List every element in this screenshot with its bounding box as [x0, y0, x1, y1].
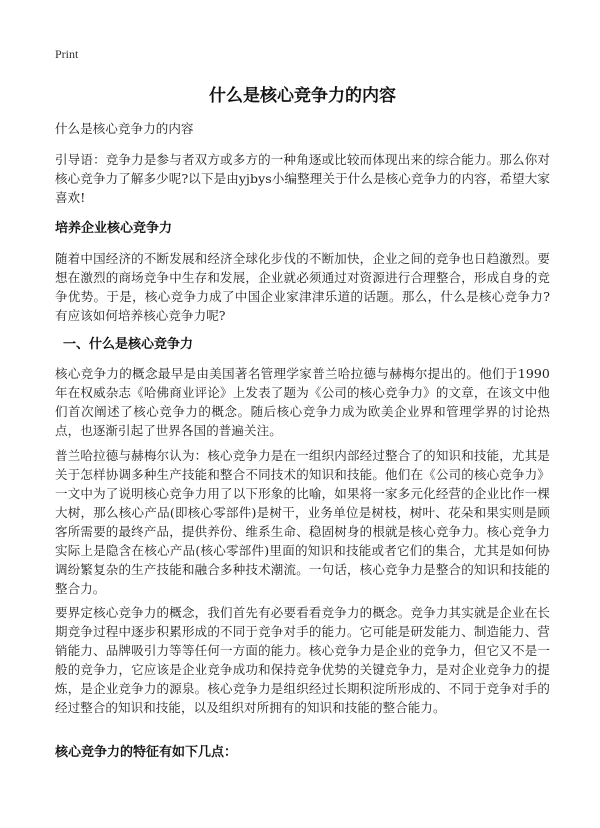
print-link[interactable]: Print	[55, 47, 79, 61]
section-heading-features: 核心竞争力的特征有如下几点：	[55, 745, 238, 760]
section-heading-what-is: 一、什么是核心竞争力	[63, 337, 194, 352]
paragraph-definition: 要界定核心竞争力的概念，我们首先有必要看看竞争力的概念。竞争力其实就是企业在长期竞争过程中逐步积累形成的不同于竞争对手的能力。它可能是研发能力、制造能力、营销能力、品牌吸引力等等任何一方面的能力。核心竞争力是企业的竞争力，但它又不是一般的竞争力，它应该是企业竞争成功和保持竞争优势的关键竞争力，是对企业竞争力的提炼，是企业竞争力的源泉。核心竞争力是组织经过长期积淀所形成的、不同于竞争对手的经过整合的知识和技能，以及组织对所拥有的知识和技能的整合能力。	[55, 605, 550, 715]
paragraph-tree-metaphor: 普兰哈拉德与赫梅尔认为：核心竞争力是在一组织内部经过整合了的知识和技能，尤其是关于怎样协调多种生产技能和整合不同技术的知识和技能。他们在《公司的核心竞争力》一文中为了说明核心竞争力用了以下形象的比喻，如果将一家多元化经营的企业比作一棵大树，那么核心产品(即核心零部件)是树干，业务单位是树枝，树叶、花朵和果实则是顾客所需要的最终产品，提供养份、维系生命、稳固树身的根就是核心竞争力。核心竞争力实际上是隐含在核心产品(核心零部件)里面的知识和技能或者它们的集合，尤其是如何协调纷繁复杂的生产技能和融合多种技术潮流。一句话，核心竞争力是整合的知识和技能的整合力。	[55, 448, 550, 596]
paragraph-origin: 核心竞争力的概念最早是由美国著名管理学家普兰哈拉德与赫梅尔提出的。他们于1990年在权威杂志《哈佛商业评论》上发表了题为《公司的核心竞争力》的文章，在该文中他们首次阐述了核心竞争力的概念。随后核心竞争力成为欧美企业界和管理学界的讨论热点，也逐渐引起了世界各国的普遍关注。	[55, 366, 550, 438]
document-title: 什么是核心竞争力的内容	[209, 86, 396, 106]
intro-paragraph: 引导语：竞争力是参与者双方或多方的一种角逐或比较而体现出来的综合能力。那么你对核心竞争力了解多少呢?以下是由yjbys小编整理关于什么是核心竞争力的内容，希望大家喜欢!	[55, 152, 550, 205]
paragraph-competition: 随着中国经济的不断发展和经济全球化步伐的不断加快，企业之间的竞争也日趋激烈。要想在激烈的商场竞争中生存和发展，企业就必须通过对资源进行合理整合，形成自身的竞争优势。于是，核心竞争力成了中国企业家津津乐道的话题。那么，什么是核心竞争力?有应该如何培养核心竞争力呢?	[55, 251, 550, 323]
section-heading-cultivate: 培养企业核心竞争力	[55, 221, 173, 236]
document-subtitle: 什么是核心竞争力的内容	[55, 121, 194, 136]
